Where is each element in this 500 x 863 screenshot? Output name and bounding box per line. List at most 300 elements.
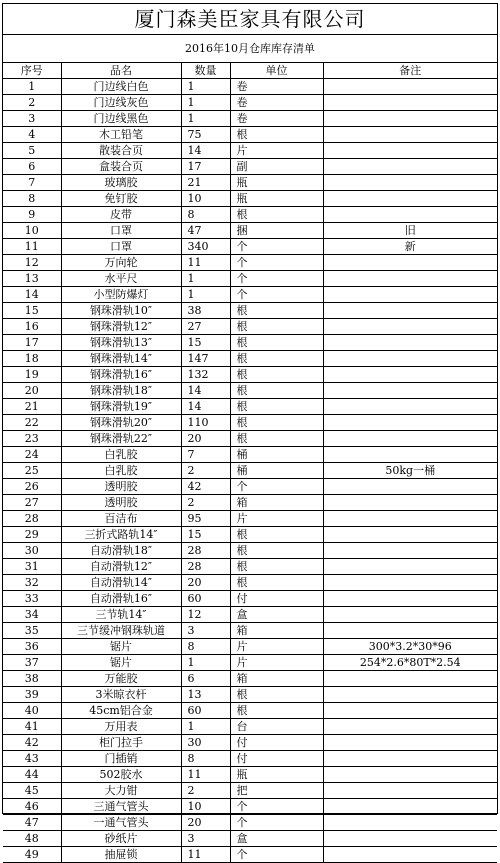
table-row	[3, 79, 497, 95]
cell-name: 抽屉锁	[61, 847, 181, 863]
cell-name: 三通气管头	[61, 799, 181, 815]
cell-name: 钢珠滑轨14″	[61, 351, 181, 367]
cell-unit: 根	[230, 527, 323, 543]
cell-name: 白乳胶	[61, 463, 181, 479]
header-unit: 单位	[230, 63, 323, 79]
cell-name: 白乳胶	[61, 447, 181, 463]
cell-unit: 把	[230, 783, 323, 799]
table-row	[3, 127, 497, 143]
cell-no: 19	[3, 367, 61, 383]
table-row	[3, 255, 497, 271]
cell-name: 钢珠滑轨10″	[61, 303, 181, 319]
table-row	[3, 719, 497, 735]
cell-no: 39	[3, 687, 61, 703]
cell-note	[323, 255, 497, 271]
cell-qty: 1	[181, 287, 230, 303]
cell-note	[323, 287, 497, 303]
table-row	[3, 287, 497, 303]
cell-no: 12	[3, 255, 61, 271]
cell-name: 3米晾衣杆	[61, 687, 181, 703]
cell-unit: 付	[230, 591, 323, 607]
table-row	[3, 543, 497, 559]
cell-note	[323, 847, 497, 863]
cell-name: 三折式路轨14″	[61, 527, 181, 543]
cell-note	[323, 703, 497, 719]
cell-no: 21	[3, 399, 61, 415]
cell-note	[323, 79, 497, 95]
cell-unit: 根	[230, 383, 323, 399]
table-row	[3, 143, 497, 159]
cell-unit: 盒	[230, 831, 323, 847]
cell-no: 8	[3, 191, 61, 207]
table-row	[3, 175, 497, 191]
table-row	[3, 591, 497, 607]
table-header-row	[3, 63, 497, 79]
cell-name: 万能胶	[61, 671, 181, 687]
cell-note	[323, 495, 497, 511]
cell-qty: 1	[181, 79, 230, 95]
cell-no: 26	[3, 479, 61, 495]
cell-no: 24	[3, 447, 61, 463]
table-row	[3, 735, 497, 751]
table-row	[3, 351, 497, 367]
cell-qty: 1	[181, 271, 230, 287]
table-row	[3, 671, 497, 687]
cell-unit: 个	[230, 479, 323, 495]
header-qty: 数量	[181, 63, 230, 79]
cell-name: 大力钳	[61, 783, 181, 799]
cell-name: 三节轨14″	[61, 607, 181, 623]
cell-unit: 副	[230, 159, 323, 175]
cell-no: 2	[3, 95, 61, 111]
cell-qty: 27	[181, 319, 230, 335]
cell-qty: 2	[181, 463, 230, 479]
cell-no: 17	[3, 335, 61, 351]
cell-no: 28	[3, 511, 61, 527]
cell-qty: 11	[181, 767, 230, 783]
cell-unit: 片	[230, 655, 323, 671]
cell-name: 百洁布	[61, 511, 181, 527]
cell-name: 散装合页	[61, 143, 181, 159]
cell-no: 46	[3, 799, 61, 815]
cell-qty: 13	[181, 687, 230, 703]
cell-qty: 17	[181, 159, 230, 175]
cell-unit: 瓶	[230, 191, 323, 207]
cell-qty: 8	[181, 751, 230, 767]
cell-note	[323, 415, 497, 431]
cell-note	[323, 127, 497, 143]
cell-unit: 卷	[230, 95, 323, 111]
cell-name: 木工铅笔	[61, 127, 181, 143]
table-row	[3, 655, 497, 671]
cell-unit: 根	[230, 351, 323, 367]
cell-no: 47	[3, 815, 61, 831]
cell-qty: 42	[181, 479, 230, 495]
cell-name: 透明胶	[61, 479, 181, 495]
cell-note	[323, 671, 497, 687]
table-row	[3, 111, 497, 127]
cell-note	[323, 335, 497, 351]
cell-no: 18	[3, 351, 61, 367]
cell-note: 新	[323, 239, 497, 255]
cell-name: 自动滑轨12″	[61, 559, 181, 575]
cell-qty: 110	[181, 415, 230, 431]
cell-no: 33	[3, 591, 61, 607]
cell-qty: 15	[181, 527, 230, 543]
cell-name: 锯片	[61, 639, 181, 655]
cell-qty: 30	[181, 735, 230, 751]
cell-name: 钢珠滑轨13″	[61, 335, 181, 351]
cell-note	[323, 175, 497, 191]
cell-unit: 个	[230, 815, 323, 831]
cell-unit: 个	[230, 287, 323, 303]
cell-qty: 21	[181, 175, 230, 191]
cell-no: 35	[3, 623, 61, 639]
table-row	[3, 703, 497, 719]
cell-no: 29	[3, 527, 61, 543]
cell-unit: 个	[230, 847, 323, 863]
cell-no: 13	[3, 271, 61, 287]
cell-note	[323, 751, 497, 767]
table-row	[3, 639, 497, 655]
table-row	[3, 559, 497, 575]
cell-no: 43	[3, 751, 61, 767]
cell-note	[323, 207, 497, 223]
cell-note	[323, 511, 497, 527]
cell-note	[323, 575, 497, 591]
table-row	[3, 335, 497, 351]
cell-qty: 132	[181, 367, 230, 383]
table-row	[3, 575, 497, 591]
cell-note	[323, 143, 497, 159]
cell-no: 36	[3, 639, 61, 655]
cell-note	[323, 319, 497, 335]
cell-qty: 8	[181, 207, 230, 223]
cell-note	[323, 527, 497, 543]
cell-no: 30	[3, 543, 61, 559]
table-row	[3, 783, 497, 799]
cell-name: 钢珠滑轨19″	[61, 399, 181, 415]
cell-no: 48	[3, 831, 61, 847]
table-row	[3, 831, 497, 847]
cell-note	[323, 191, 497, 207]
cell-unit: 根	[230, 367, 323, 383]
cell-no: 3	[3, 111, 61, 127]
cell-name: 透明胶	[61, 495, 181, 511]
header-name: 品名	[61, 63, 181, 79]
cell-qty: 8	[181, 639, 230, 655]
cell-unit: 根	[230, 127, 323, 143]
cell-no: 44	[3, 767, 61, 783]
cell-unit: 箱	[230, 495, 323, 511]
cell-qty: 12	[181, 607, 230, 623]
cell-note	[323, 559, 497, 575]
table-row	[3, 303, 497, 319]
cell-no: 15	[3, 303, 61, 319]
cell-name: 盒装合页	[61, 159, 181, 175]
cell-note: 254*2.6*80T*2.54	[323, 655, 497, 671]
cell-note	[323, 383, 497, 399]
cell-name: 免钉胶	[61, 191, 181, 207]
cell-name: 万向轮	[61, 255, 181, 271]
cell-name: 三节缓冲钢珠轨道	[61, 623, 181, 639]
cell-unit: 瓶	[230, 767, 323, 783]
cell-name: 水平尺	[61, 271, 181, 287]
cell-qty: 6	[181, 671, 230, 687]
cell-name: 玻璃胶	[61, 175, 181, 191]
cell-qty: 10	[181, 799, 230, 815]
table-row	[3, 495, 497, 511]
cell-note	[323, 831, 497, 847]
cell-name: 钢珠滑轨22″	[61, 431, 181, 447]
cell-note	[323, 623, 497, 639]
cell-note	[323, 367, 497, 383]
cell-no: 7	[3, 175, 61, 191]
cell-qty: 60	[181, 591, 230, 607]
cell-unit: 付	[230, 735, 323, 751]
cell-unit: 台	[230, 719, 323, 735]
table-row	[3, 191, 497, 207]
cell-unit: 个	[230, 239, 323, 255]
cell-name: 口罩	[61, 223, 181, 239]
table-row	[3, 223, 497, 239]
cell-note	[323, 351, 497, 367]
cell-unit: 根	[230, 303, 323, 319]
table-row	[3, 319, 497, 335]
cell-unit: 箱	[230, 671, 323, 687]
cell-no: 5	[3, 143, 61, 159]
table-row	[3, 415, 497, 431]
cell-qty: 60	[181, 703, 230, 719]
cell-qty: 10	[181, 191, 230, 207]
inventory-table	[3, 63, 497, 863]
header-note: 备注	[323, 63, 497, 79]
table-row	[3, 623, 497, 639]
cell-qty: 95	[181, 511, 230, 527]
table-row	[3, 207, 497, 223]
cell-no: 11	[3, 239, 61, 255]
cell-note	[323, 479, 497, 495]
cell-no: 41	[3, 719, 61, 735]
table-row	[3, 95, 497, 111]
cell-unit: 箱	[230, 623, 323, 639]
cell-unit: 根	[230, 703, 323, 719]
cell-note: 300*3.2*30*96	[323, 639, 497, 655]
cell-qty: 20	[181, 815, 230, 831]
cell-no: 1	[3, 79, 61, 95]
cell-no: 34	[3, 607, 61, 623]
cell-note	[323, 95, 497, 111]
cell-name: 锯片	[61, 655, 181, 671]
table-row	[3, 847, 497, 863]
cell-unit: 根	[230, 687, 323, 703]
cell-no: 31	[3, 559, 61, 575]
cell-qty: 14	[181, 143, 230, 159]
cell-name: 门插销	[61, 751, 181, 767]
table-row	[3, 527, 497, 543]
cell-qty: 14	[181, 399, 230, 415]
cell-note	[323, 687, 497, 703]
cell-unit: 根	[230, 543, 323, 559]
cell-name: 502胶水	[61, 767, 181, 783]
cell-name: 口罩	[61, 239, 181, 255]
cell-qty: 7	[181, 447, 230, 463]
cell-name: 自动滑轨16″	[61, 591, 181, 607]
table-row	[3, 239, 497, 255]
table-row	[3, 687, 497, 703]
cell-qty: 1	[181, 719, 230, 735]
inventory-sheet	[2, 3, 498, 861]
cell-name: 钢珠滑轨20″	[61, 415, 181, 431]
cell-name: 皮带	[61, 207, 181, 223]
table-body	[3, 79, 497, 863]
cell-unit: 根	[230, 399, 323, 415]
cell-qty: 20	[181, 431, 230, 447]
table-row	[3, 799, 497, 815]
cell-qty: 11	[181, 847, 230, 863]
cell-name: 万用表	[61, 719, 181, 735]
sheet-subtitle: 2016年10月仓库库存清单	[3, 35, 497, 63]
table-row	[3, 399, 497, 415]
cell-name: 砂纸片	[61, 831, 181, 847]
cell-unit: 根	[230, 415, 323, 431]
cell-note	[323, 543, 497, 559]
cell-no: 49	[3, 847, 61, 863]
cell-name: 门边线黑色	[61, 111, 181, 127]
cell-qty: 1	[181, 655, 230, 671]
table-row	[3, 751, 497, 767]
cell-unit: 个	[230, 799, 323, 815]
cell-note	[323, 111, 497, 127]
cell-qty: 2	[181, 495, 230, 511]
cell-no: 6	[3, 159, 61, 175]
cell-unit: 片	[230, 639, 323, 655]
cell-no: 42	[3, 735, 61, 751]
table-row	[3, 271, 497, 287]
cell-note: 50kg一桶	[323, 463, 497, 479]
cell-unit: 根	[230, 207, 323, 223]
cell-note	[323, 783, 497, 799]
table-row	[3, 383, 497, 399]
cell-unit: 根	[230, 559, 323, 575]
cell-no: 16	[3, 319, 61, 335]
cell-note	[323, 447, 497, 463]
cell-note	[323, 735, 497, 751]
table-row	[3, 511, 497, 527]
cell-qty: 1	[181, 111, 230, 127]
cell-qty: 147	[181, 351, 230, 367]
cell-note	[323, 303, 497, 319]
table-row	[3, 479, 497, 495]
cell-unit: 捆	[230, 223, 323, 239]
cell-note	[323, 399, 497, 415]
cell-qty: 1	[181, 95, 230, 111]
cell-qty: 11	[181, 255, 230, 271]
cell-no: 4	[3, 127, 61, 143]
cell-unit: 个	[230, 255, 323, 271]
cell-no: 9	[3, 207, 61, 223]
cell-name: 45cm铝合金	[61, 703, 181, 719]
cell-qty: 38	[181, 303, 230, 319]
cell-note	[323, 719, 497, 735]
cell-unit: 桶	[230, 463, 323, 479]
cell-no: 23	[3, 431, 61, 447]
cell-qty: 47	[181, 223, 230, 239]
cell-qty: 28	[181, 543, 230, 559]
cell-note	[323, 271, 497, 287]
table-row	[3, 767, 497, 783]
cell-name: 门边线灰色	[61, 95, 181, 111]
cell-note	[323, 607, 497, 623]
cell-unit: 根	[230, 335, 323, 351]
cell-name: 门边线白色	[61, 79, 181, 95]
cell-note	[323, 431, 497, 447]
cell-no: 32	[3, 575, 61, 591]
cell-name: 钢珠滑轨12″	[61, 319, 181, 335]
cell-unit: 卷	[230, 79, 323, 95]
cell-qty: 2	[181, 783, 230, 799]
cell-note	[323, 767, 497, 783]
table-row	[3, 431, 497, 447]
cell-no: 27	[3, 495, 61, 511]
cell-no: 40	[3, 703, 61, 719]
cell-name: 一通气管头	[61, 815, 181, 831]
cell-no: 20	[3, 383, 61, 399]
table-row	[3, 367, 497, 383]
cell-unit: 片	[230, 511, 323, 527]
cell-unit: 根	[230, 575, 323, 591]
cell-name: 自动滑轨18″	[61, 543, 181, 559]
header-no: 序号	[3, 63, 61, 79]
cell-qty: 28	[181, 559, 230, 575]
cell-name: 钢珠滑轨18″	[61, 383, 181, 399]
cell-unit: 瓶	[230, 175, 323, 191]
cell-name: 柜门拉手	[61, 735, 181, 751]
table-row	[3, 447, 497, 463]
cell-unit: 片	[230, 143, 323, 159]
cell-qty: 75	[181, 127, 230, 143]
cell-note	[323, 159, 497, 175]
cell-qty: 3	[181, 831, 230, 847]
cell-qty: 20	[181, 575, 230, 591]
cell-unit: 个	[230, 271, 323, 287]
cell-qty: 14	[181, 383, 230, 399]
cell-name: 小型防爆灯	[61, 287, 181, 303]
cell-unit: 根	[230, 319, 323, 335]
cell-qty: 3	[181, 623, 230, 639]
cell-unit: 根	[230, 431, 323, 447]
cell-unit: 盒	[230, 607, 323, 623]
cell-no: 22	[3, 415, 61, 431]
table-row	[3, 463, 497, 479]
cell-no: 10	[3, 223, 61, 239]
cell-note: 旧	[323, 223, 497, 239]
cell-name: 自动滑轨14″	[61, 575, 181, 591]
cell-unit: 付	[230, 751, 323, 767]
cell-note	[323, 799, 497, 815]
cell-no: 14	[3, 287, 61, 303]
cell-note	[323, 591, 497, 607]
cell-name: 钢珠滑轨16″	[61, 367, 181, 383]
table-row	[3, 607, 497, 623]
cell-no: 25	[3, 463, 61, 479]
cell-no: 38	[3, 671, 61, 687]
cell-qty: 15	[181, 335, 230, 351]
cell-qty: 340	[181, 239, 230, 255]
company-title: 厦门森美臣家具有限公司	[3, 4, 497, 35]
cell-unit: 桶	[230, 447, 323, 463]
cell-no: 37	[3, 655, 61, 671]
